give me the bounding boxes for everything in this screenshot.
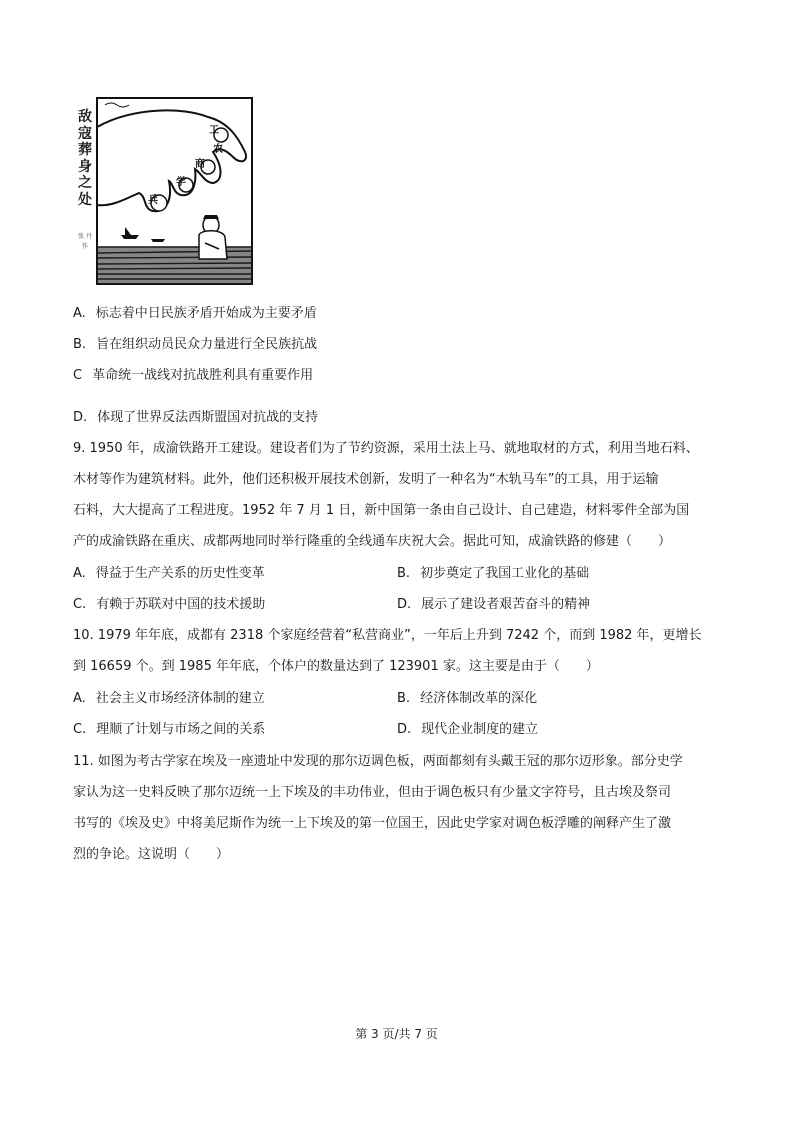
cartoon-image <box>73 97 253 287</box>
q10-option-b: B. 经济体制改革的深化 <box>397 691 538 706</box>
cartoon-caption: 敌寇葬身之处 <box>78 109 92 208</box>
q9-option-c: C. 有赖于苏联对中国的技术援助 <box>73 597 266 612</box>
q10-stem-line: 到 16659 个。到 1985 年年底，个体户的数量达到了 123901 家。这主要是由于（ ） <box>73 659 599 674</box>
finger-label: 兵 <box>148 195 158 206</box>
q10-option-a: A. 社会主义市场经济体制的建立 <box>73 691 265 706</box>
q8-option-a: A. 标志着中日民族矛盾开始成为主要矛盾 <box>73 306 317 321</box>
q9-stem-line: 9. 1950 年，成渝铁路开工建设。建设者们为了节约资源，采用土法上马、就地取材的方式，利用当地石料、 <box>73 441 699 456</box>
cartoon-drawing <box>73 97 253 287</box>
q9-stem-line: 石料，大大提高了工程进度。1952 年 7 月 1 日，新中国第一条由自己设计、自己建造，材料零件全部为国 <box>73 503 690 518</box>
q10-option-c: C. 理顺了计划与市场之间的关系 <box>73 722 266 737</box>
q10-option-d: D. 现代企业制度的建立 <box>397 722 539 737</box>
q9-option-d: D. 展示了建设者艰苦奋斗的精神 <box>397 597 591 612</box>
q8-option-d: D. 体现了世界反法西斯盟国对抗战的支持 <box>73 410 319 425</box>
q11-stem-line: 烈的争论。这说明（ ） <box>73 847 230 862</box>
q11-stem-line: 家认为这一史料反映了那尔迈统一上下埃及的丰功伟业，但由于调色板只有少量文字符号，且古埃及祭司 <box>73 785 672 800</box>
q9-option-a: A. 得益于生产关系的历史性变革 <box>73 566 265 581</box>
q9-option-b: B. 初步奠定了我国工业化的基础 <box>397 566 590 581</box>
page-number-footer: 第 3 页/共 7 页 <box>355 1027 438 1041</box>
finger-label: 农 <box>213 144 223 155</box>
q11-stem-line: 书写的《埃及史》中将美尼斯作为统一上下埃及的第一位国王，因此史学家对调色板浮雕的阐释产生了激 <box>73 816 672 831</box>
q9-stem-line: 产的成渝铁路在重庆、成都两地同时举行隆重的全线通车庆祝大会。据此可知，成渝铁路的修建（ ） <box>73 534 672 549</box>
finger-label: 商 <box>195 159 205 170</box>
finger-label: 工 <box>209 125 219 136</box>
cartoon-author: 张 丹 作 <box>78 233 92 250</box>
q8-option-c: C 革命统一战线对抗战胜利具有重要作用 <box>73 368 314 383</box>
q8-option-b: B. 旨在组织动员民众力量进行全民族抗战 <box>73 337 318 352</box>
q10-stem-line: 10. 1979 年年底，成都有 2318 个家庭经营着“私营商业”，一年后上升到 7242 个，而到 1982 年，更增长 <box>73 628 702 643</box>
q11-stem-line: 11. 如图为考古学家在埃及一座遗址中发现的那尔迈调色板，两面都刻有头戴王冠的那尔迈形象。部分史学 <box>73 754 683 769</box>
q9-stem-line: 木材等作为建筑材料。此外，他们还积极开展技术创新，发明了一种名为“木轨马车”的工具，用于运输 <box>73 472 659 487</box>
finger-label: 学 <box>176 177 186 188</box>
